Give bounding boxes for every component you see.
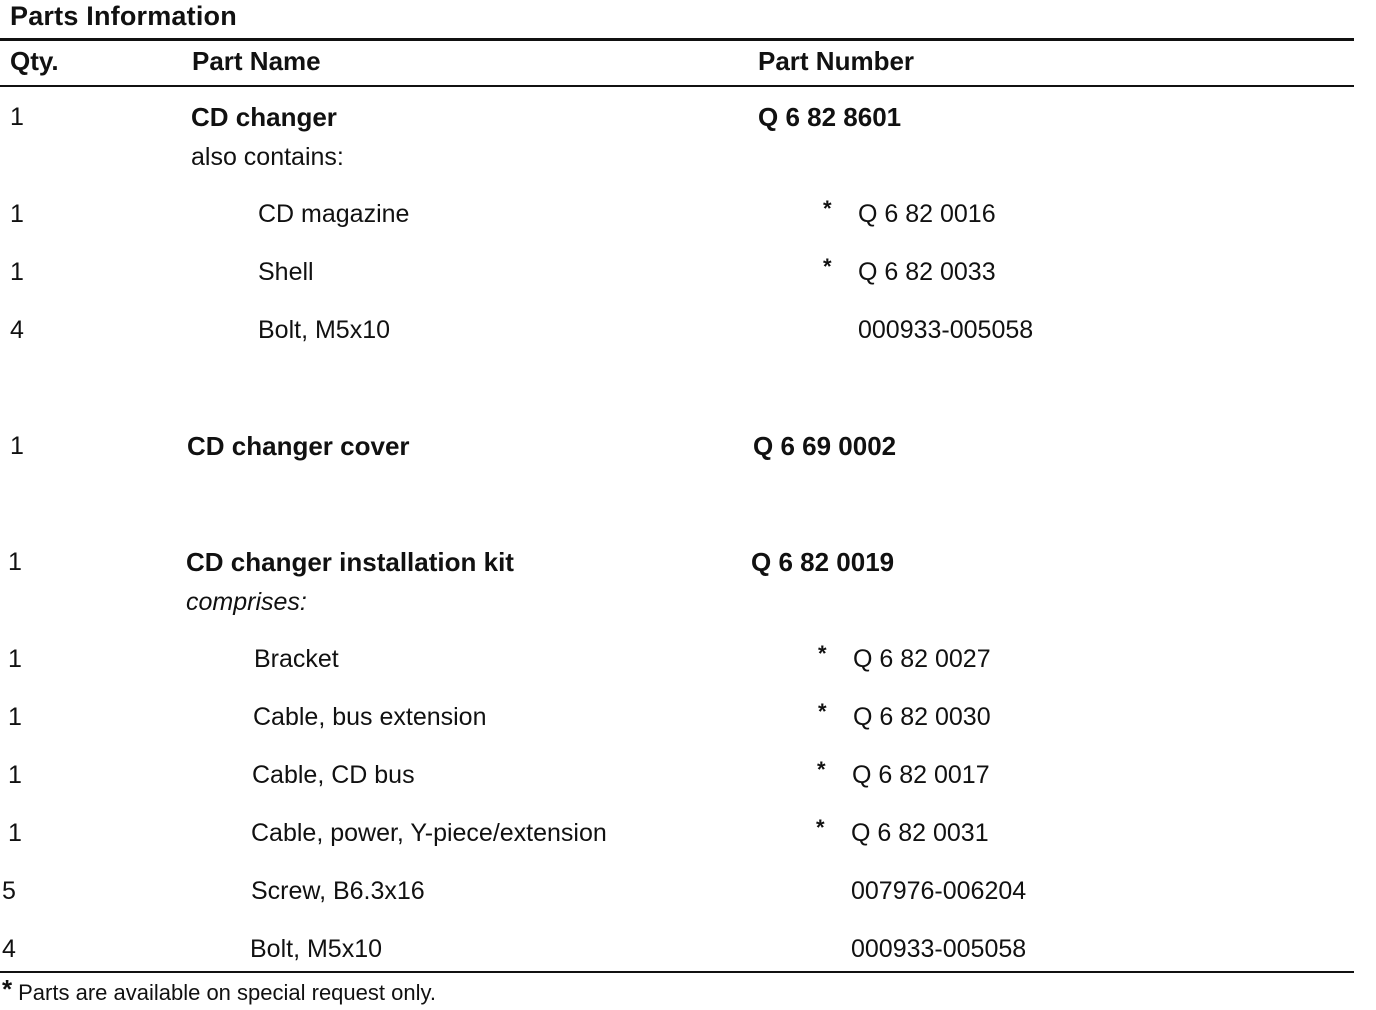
row-11-part-number: 000933-005058 <box>851 935 1027 963</box>
row-1-asterisk: * <box>823 196 832 221</box>
row-5-subtext: comprises: <box>186 588 307 616</box>
footnote-asterisk: * <box>2 974 13 1004</box>
row-2-part-number: Q 6 82 0033 <box>858 258 996 286</box>
row-2-qty: 1 <box>10 258 24 286</box>
row-0-qty: 1 <box>10 103 24 131</box>
row-5-part-name: CD changer installation kit <box>186 547 514 577</box>
row-0-part-number: Q 6 82 8601 <box>758 102 902 132</box>
row-9-asterisk: * <box>816 815 825 840</box>
row-4-part-name: CD changer cover <box>187 431 410 461</box>
row-10-part-name: Screw, B6.3x16 <box>251 877 425 905</box>
row-10-part-number: 007976-006204 <box>851 877 1027 905</box>
row-8-asterisk: * <box>817 757 826 782</box>
row-1-part-number: Q 6 82 0016 <box>858 200 996 228</box>
row-7-qty: 1 <box>8 703 22 731</box>
footnote <box>2 974 436 1006</box>
row-6-asterisk: * <box>818 641 827 666</box>
row-8-part-name: Cable, CD bus <box>252 761 415 789</box>
row-10-qty: 5 <box>2 877 16 905</box>
column-header-part-number: Part Number <box>758 46 915 76</box>
row-3-qty: 4 <box>10 316 24 344</box>
row-9-part-name: Cable, power, Y-piece/extension <box>251 819 607 847</box>
row-0-subtext: also contains: <box>191 143 344 171</box>
row-9-part-number: Q 6 82 0031 <box>851 819 989 847</box>
row-7-asterisk: * <box>818 699 827 724</box>
bottom-rule <box>0 971 1354 973</box>
row-3-part-name: Bolt, M5x10 <box>258 316 391 344</box>
row-0-part-name: CD changer <box>191 102 337 132</box>
row-1-qty: 1 <box>10 200 24 228</box>
column-header-qty: Qty. <box>10 46 59 76</box>
row-5-qty: 1 <box>8 548 22 576</box>
row-2-part-name: Shell <box>258 258 314 286</box>
row-9-qty: 1 <box>8 819 22 847</box>
row-8-qty: 1 <box>8 761 22 789</box>
row-5-part-number: Q 6 82 0019 <box>751 547 895 577</box>
row-6-qty: 1 <box>8 645 22 673</box>
top-rule <box>0 38 1354 41</box>
row-11-part-name: Bolt, M5x10 <box>250 935 383 963</box>
row-6-part-name: Bracket <box>254 645 339 673</box>
row-3-part-number: 000933-005058 <box>858 316 1034 344</box>
page-title: Parts Information <box>10 1 237 31</box>
footnote-text: Parts are available on special request only. <box>18 980 436 1005</box>
row-7-part-name: Cable, bus extension <box>253 703 487 731</box>
row-11-qty: 4 <box>2 935 16 963</box>
column-header-part-name: Part Name <box>192 46 321 76</box>
row-8-part-number: Q 6 82 0017 <box>852 761 990 789</box>
row-4-qty: 1 <box>10 432 24 460</box>
row-2-asterisk: * <box>823 254 832 279</box>
row-4-part-number: Q 6 69 0002 <box>753 431 897 461</box>
row-1-part-name: CD magazine <box>258 200 410 228</box>
header-rule <box>0 85 1354 87</box>
row-6-part-number: Q 6 82 0027 <box>853 645 991 673</box>
row-7-part-number: Q 6 82 0030 <box>853 703 991 731</box>
